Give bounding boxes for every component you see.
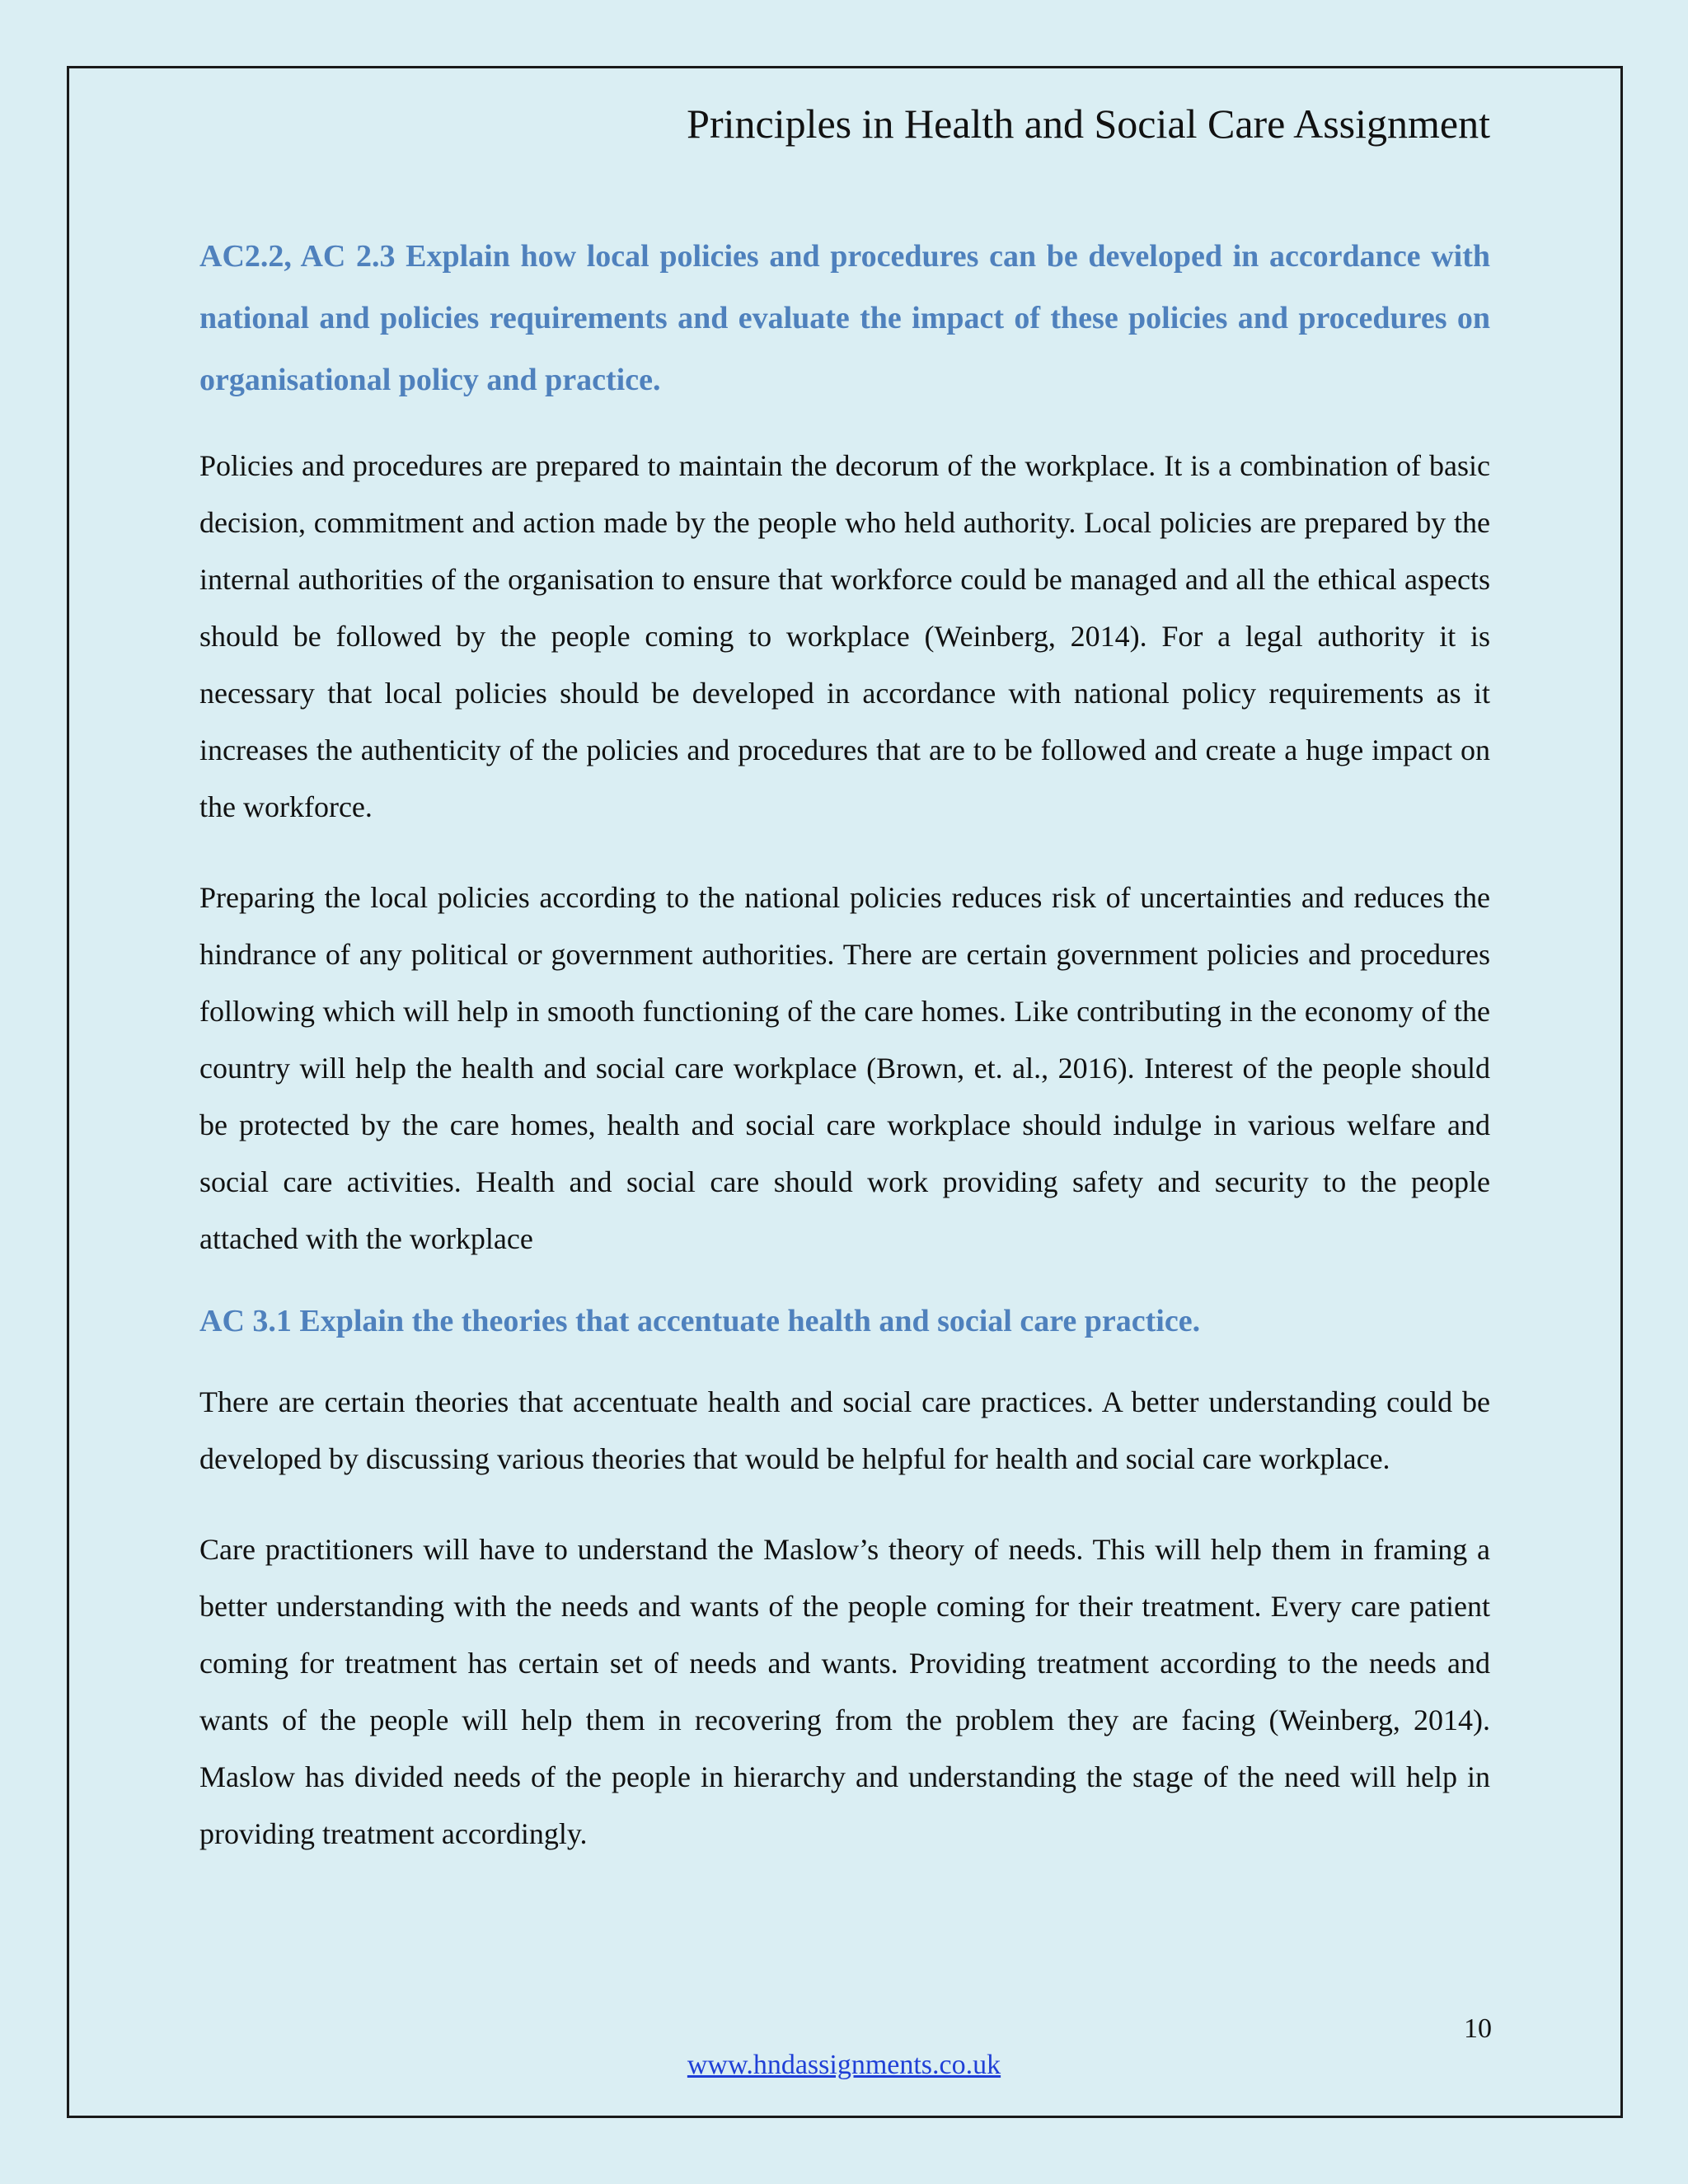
paragraph: There are certain theories that accentuate health and social care practices. A better understanding could be developed by discussing various theories that would be helpful for health and social care workplace.	[199, 1385, 1490, 1475]
page-number: 10	[1464, 2013, 1492, 2044]
section-heading-ac31: AC 3.1 Explain the theories that accentuate health and social care practice.	[199, 1304, 1201, 1338]
paragraph: Policies and procedures are prepared to maintain the decorum of the workplace. It is a combination of basic decision, commitment and action made by the people who held authority. Local policies are prepared by the internal authorities of the organisation to ensure that workforce could be managed and all the ethical aspects should be followed by the people coming to workplace (Weinberg, 2014). For a legal authority it is necessary that local policies should be developed in accordance with national policy requirements as it increases the authenticity of the policies and procedures that are to be followed and create a huge impact on the workforce.	[199, 449, 1490, 823]
section-heading-ac22-ac23: AC2.2, AC 2.3 Explain how local policies and procedures can be developed in accordance with national and policies requirements and evaluate the impact of these policies and procedures on organisational policy and practice.	[199, 239, 1490, 397]
paragraph: Care practitioners will have to understand the Maslow’s theory of needs. This will help them in framing a better understanding with the needs and wants of the people coming for their treatment. Every care patient coming for treatment has certain set of needs and wants. Providing treatment according to the needs and wants of the people will help them in recovering from the problem they are facing (Weinberg, 2014). Maslow has divided needs of the people in hierarchy and understanding the stage of the need will help in providing treatment accordingly.	[199, 1533, 1490, 1850]
running-header-title: Principles in Health and Social Care Assignment	[687, 101, 1490, 147]
footer	[0, 2047, 1688, 2083]
website-link[interactable]: www.hndassignments.co.uk	[687, 2050, 1001, 2080]
page-content	[199, 91, 1490, 1863]
paragraph: Preparing the local policies according to the national policies reduces risk of uncertainties and reduces the hindrance of any political or government authorities. There are certain government policies and procedures following which will help in smooth functioning of the care homes. Like contributing in the economy of the country will help the health and social care workplace (Brown, et. al., 2016). Interest of the people should be protected by the care homes, health and social care workplace should indulge in various welfare and social care activities. Health and social care should work providing safety and security to the people attached with the workplace	[199, 881, 1490, 1255]
